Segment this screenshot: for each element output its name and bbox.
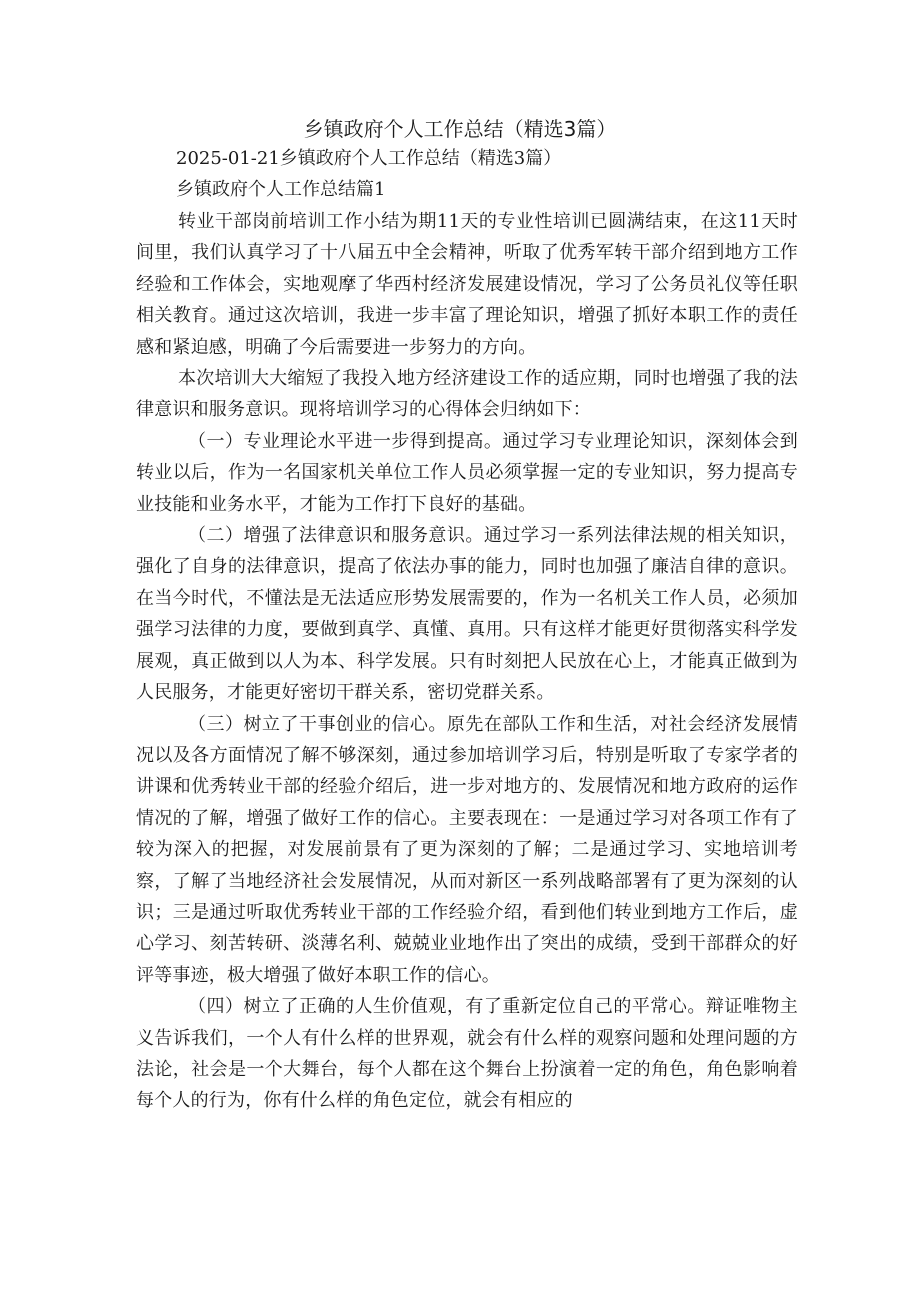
paragraph-intro: 转业干部岗前培训工作小结为期11天的专业性培训已圆满结束，在这11天时间里，我们认真学习了十八届五中全会精神，听取了优秀军转干部介绍到地方工作经验和工作体会，实地观摩了华西村经济发展建设情况，学习了公务员礼仪等任职相关教育。通过这次培训，我进一步丰富了理论知识，增强了抓好本职工作的责任感和紧迫感，明确了今后需要进一步努力的方向。 [136,211,798,358]
document-body [136,206,798,1117]
paragraph-point-1: （一）专业理论水平进一步得到提高。通过学习专业理论知识，深刻体会到转业以后，作为一名国家机关单位工作人员必须掌握一定的专业知识，努力提高专业技能和业务水平，才能为工作打下良好的基础。 [136,430,798,515]
paragraph-point-4: （四）树立了正确的人生价值观，有了重新定位自己的平常心。辩证唯物主义告诉我们，一个人有什么样的世界观，就会有什么样的观察问题和处理问题的方法论，社会是一个大舞台，每个人都在这个舞台上扮演着一定的角色，角色影响着每个人的行为，你有什么样的角色定位，就会有相应的 [136,996,798,1112]
section-heading: 乡镇政府个人工作总结篇1 [176,179,386,200]
paragraph-summary: 本次培训大大缩短了我投入地方经济建设工作的适应期，同时也增强了我的法律意识和服务意识。现将培训学习的心得体会归纳如下： [136,368,798,421]
document-title: 乡镇政府个人工作总结（精选3篇） [303,117,617,141]
paragraph-point-3: （三）树立了干事创业的信心。原先在部队工作和生活，对社会经济发展情况以及各方面情况了解不够深刻，通过参加培训学习后，特别是听取了专家学者的讲课和优秀转业干部的经验介绍后，进一步对地方的、发展情况和地方政府的运作情况的了解，增强了做好工作的信心。主要表现在：一是通过学习对各项工作有了较为深入的把握，对发展前景有了更为深刻的了解；二是通过学习、实地培训考察，了解了当地经济社会发展情况，从而对新区一系列战略部署有了更为深刻的认识；三是通过听取优秀转业干部的工作经验介绍，看到他们转业到地方工作后，虚心学习、刻苦转研、淡薄名利、兢兢业业地作出了突出的成绩，受到干部群众的好评等事迹，极大增强了做好本职工作的信心。 [136,713,798,986]
paragraph-point-2: （二）增强了法律意识和服务意识。通过学习一系列法律法规的相关知识，强化了自身的法律意识，提高了依法办事的能力，同时也加强了廉洁自律的意识。在当今时代，不懂法是无法适应形势发展需要的，作为一名机关工作人员，必须加强学习法律的力度，要做到真学、真懂、真用。只有这样才能更好贯彻落实科学发展观，真正做到以人为本、科学发展。只有时刻把人民放在心上，才能真正做到为人民服务，才能更好密切干群关系，密切党群关系。 [136,525,798,704]
date-line: 2025-01-21乡镇政府个人工作总结（精选3篇） [176,148,562,169]
